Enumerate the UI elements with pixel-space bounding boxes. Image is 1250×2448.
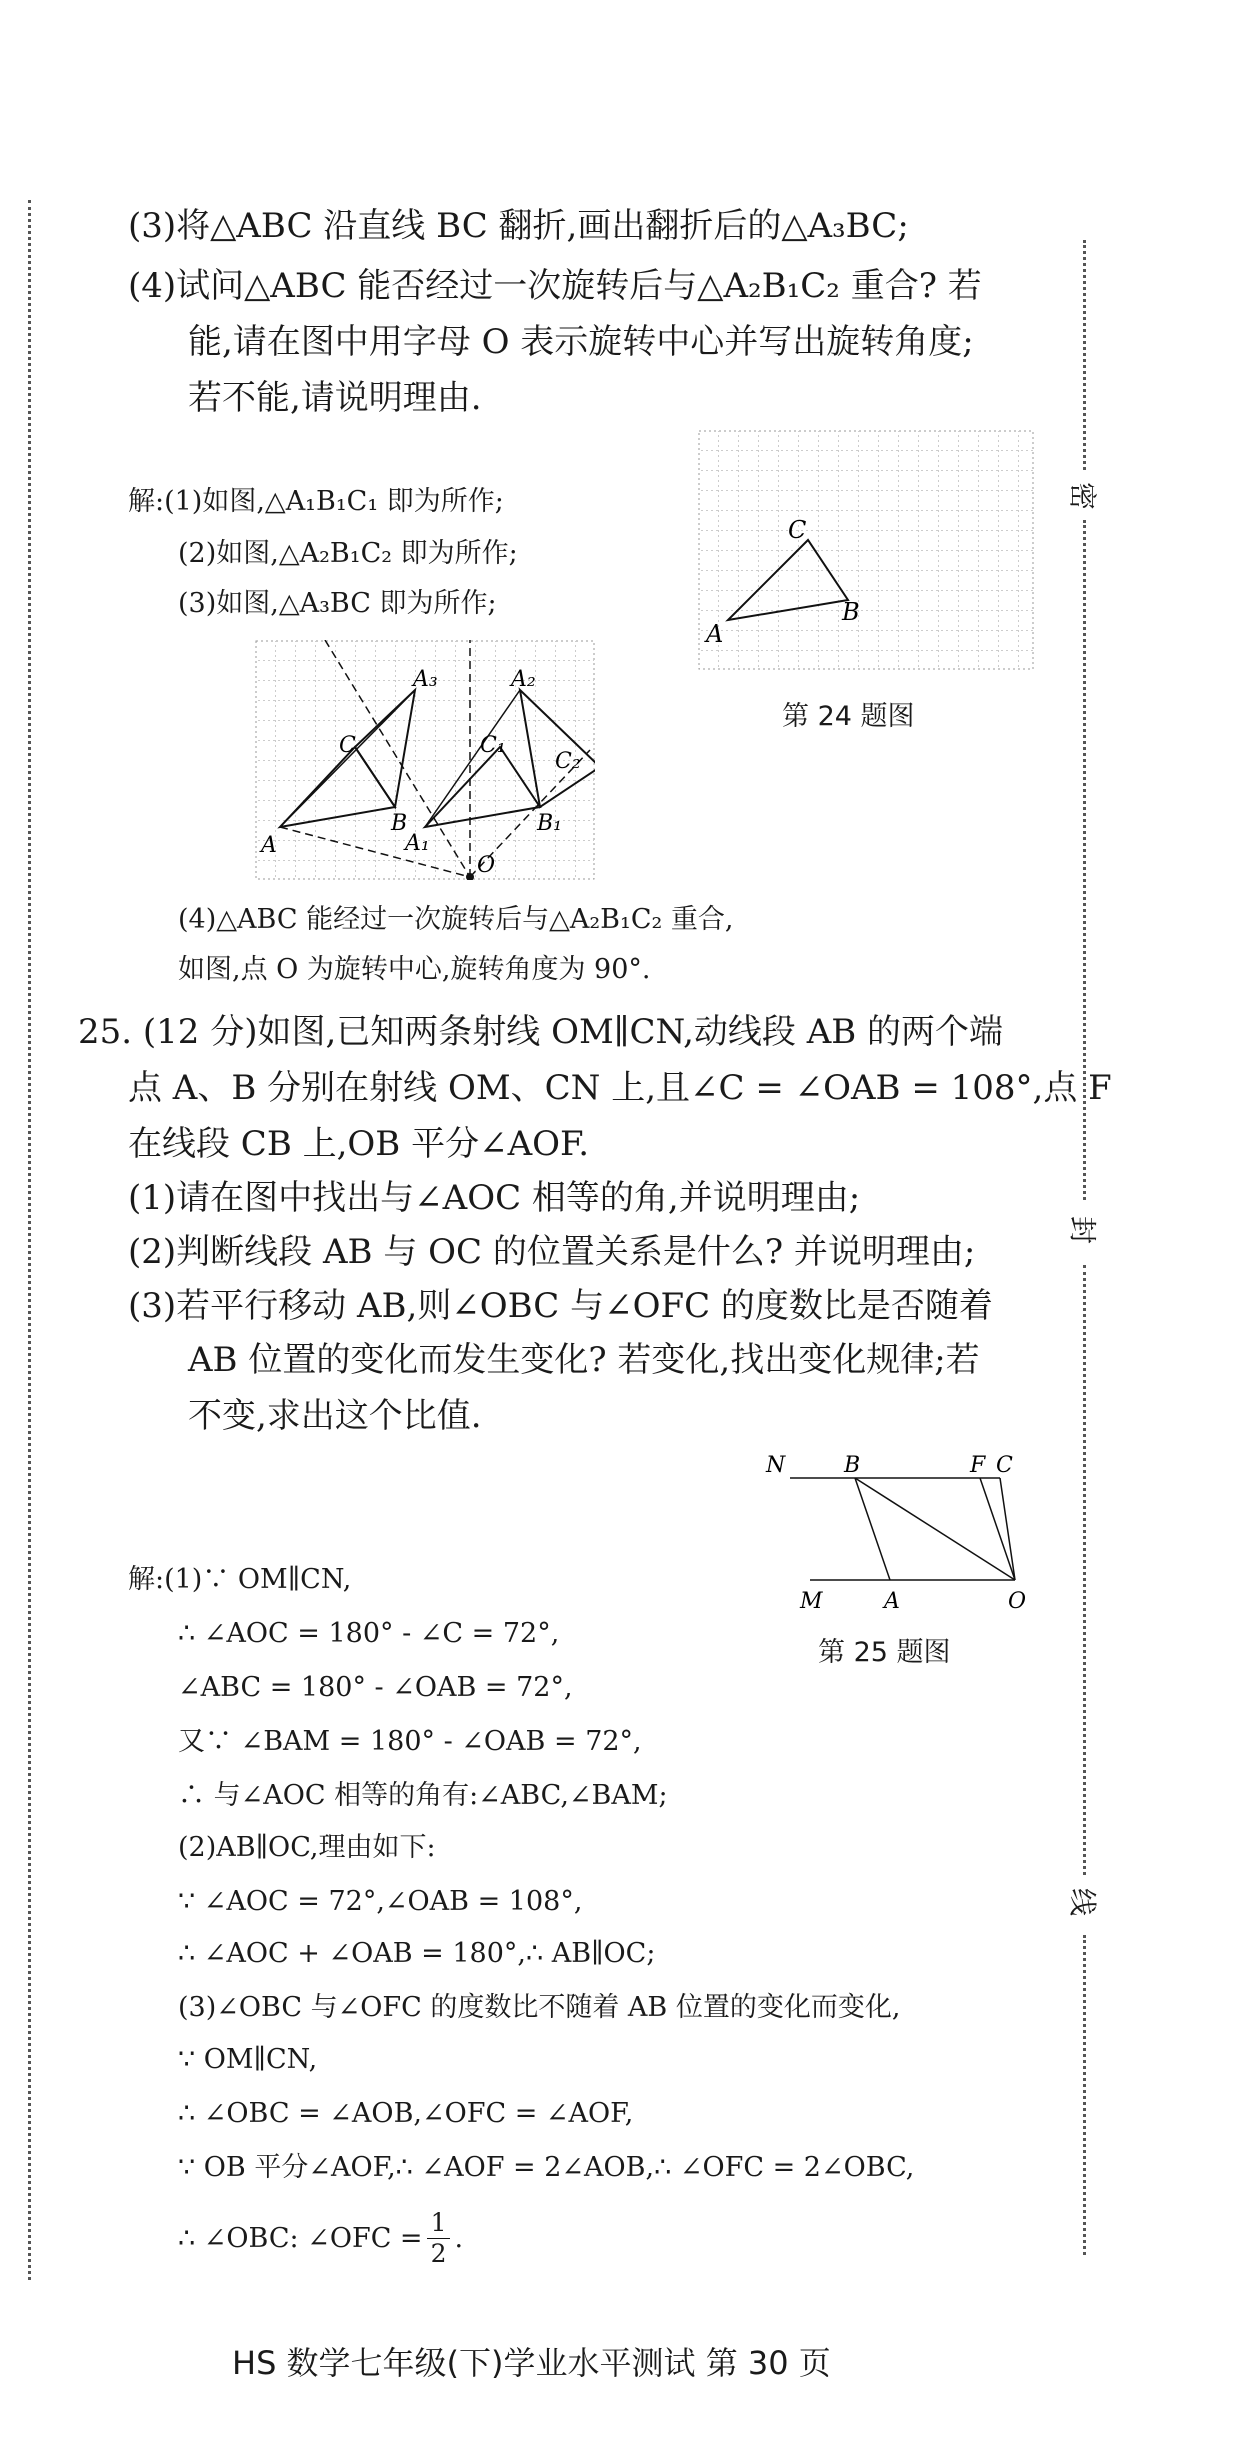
q24-item4-line1: (4)试问△ABC 能否经过一次旋转后与△A₂B₁C₂ 重合? 若 [128, 266, 982, 306]
sol-label-a1: A₁ [405, 831, 430, 856]
q25-part2: (2)判断线段 AB 与 OC 的位置关系是什么? 并说明理由; [128, 1232, 976, 1272]
sol-label-b: B [391, 811, 408, 836]
label-b: B [842, 598, 860, 626]
sol-label-a3: A₃ [413, 667, 438, 692]
q25-part3-line3: 不变,求出这个比值. [188, 1396, 482, 1436]
sol24-step1: 解:(1)如图,△A₁B₁C₁ 即为所作; [128, 486, 504, 517]
binding-line-left [28, 200, 31, 2280]
q24-item4-line3: 若不能,请说明理由. [188, 378, 482, 418]
grid-24 [699, 431, 1033, 669]
segment-oc [1000, 1478, 1015, 1580]
fig25-label-m: M [800, 1589, 823, 1614]
sol24-step2: (2)如图,△A₂B₁C₂ 即为所作; [178, 538, 518, 569]
sol-label-c: C [339, 733, 356, 758]
sol25-line8: ∴ ∠AOC + ∠OAB = 180°,∴ AB∥OC; [178, 1938, 656, 1969]
sol25-line2: ∴ ∠AOC = 180° - ∠C = 72°, [178, 1618, 560, 1649]
page-footer: HS 数学七年级(下)学业水平测试 第 30 页 [232, 2344, 831, 2382]
margin-char-mi: 密 [1066, 481, 1100, 511]
q24-item3: (3)将△ABC 沿直线 BC 翻折,画出翻折后的△A₃BC; [128, 206, 909, 246]
margin-char-xian: 线 [1066, 1887, 1100, 1917]
sol25-line1: 解:(1)∵ OM∥CN, [128, 1564, 352, 1595]
q25-part3-line1: (3)若平行移动 AB,则∠OBC 与∠OFC 的度数比是否随着 [128, 1286, 993, 1326]
sol25-line12: ∵ OB 平分∠AOF,∴ ∠AOF = 2∠AOB,∴ ∠OFC = 2∠OBC, [178, 2152, 915, 2183]
q25-part1: (1)请在图中找出与∠AOC 相等的角,并说明理由; [128, 1178, 861, 1218]
segment-of [980, 1478, 1015, 1580]
ratio-prefix: ∴ ∠OBC: ∠OFC = [178, 2222, 423, 2254]
sol25-line5: ∴ 与∠AOC 相等的角有:∠ABC,∠BAM; [178, 1780, 668, 1811]
segment-ob [855, 1478, 1015, 1580]
q25-line3: 在线段 CB 上,OB 平分∠AOF. [128, 1124, 590, 1164]
sol24-step4-line2: 如图,点 O 为旋转中心,旋转角度为 90°. [178, 954, 651, 985]
fig25-label-f: F [970, 1453, 986, 1478]
q25-part3-line2: AB 位置的变化而发生变化? 若变化,找出变化规律;若 [188, 1340, 980, 1380]
sol25-line10: ∵ OM∥CN, [178, 2044, 318, 2075]
sol25-line9: (3)∠OBC 与∠OFC 的度数比不随着 AB 位置的变化而变化, [178, 1992, 901, 2023]
fig25-label-b: B [844, 1453, 861, 1478]
ratio-suffix: . [454, 2222, 464, 2254]
sol-label-o: O [477, 853, 496, 878]
figure-24-solution [255, 640, 595, 880]
ratio-fraction [427, 2208, 451, 2269]
sol25-line6: (2)AB∥OC,理由如下: [178, 1832, 436, 1863]
binding-line-right-3 [1083, 1265, 1086, 1875]
sol25-line13 [178, 2208, 463, 2269]
figure-24 [698, 430, 1034, 670]
fig25-label-n: N [766, 1453, 786, 1478]
segment-ab [855, 1478, 890, 1580]
q24-item4-line2: 能,请在图中用字母 O 表示旋转中心并写出旋转角度; [188, 322, 974, 362]
sol-label-a2: A₂ [511, 667, 536, 692]
sol-label-a: A [261, 833, 277, 858]
margin-char-feng: 封 [1066, 1215, 1100, 1245]
fraction-numerator: 1 [427, 2208, 451, 2239]
fig25-label-a: A [884, 1589, 900, 1614]
sol24-step3: (3)如图,△A₃BC 即为所作; [178, 588, 497, 619]
sol-label-c2: C₂ [555, 749, 581, 774]
binding-line-right-1 [1083, 240, 1086, 470]
fig25-label-c: C [996, 1453, 1013, 1478]
sol24-step4-line1: (4)△ABC 能经过一次旋转后与△A₂B₁C₂ 重合, [178, 904, 734, 935]
figure-25-caption: 第 25 题图 [818, 1637, 951, 1668]
sol25-line7: ∵ ∠AOC = 72°,∠OAB = 108°, [178, 1886, 583, 1917]
q25-line2: 点 A、B 分别在射线 OM、CN 上,且∠C = ∠OAB = 108°,点 F [128, 1068, 1112, 1108]
figure-25 [760, 1448, 1050, 1620]
sol-label-b1: B₁ [537, 811, 562, 836]
figure-24-caption: 第 24 题图 [782, 701, 915, 732]
sol25-line3: ∠ABC = 180° - ∠OAB = 72°, [178, 1672, 573, 1703]
sol25-line11: ∴ ∠OBC = ∠AOB,∠OFC = ∠AOF, [178, 2098, 634, 2129]
label-c: C [788, 516, 807, 544]
q25-line1: 25. (12 分)如图,已知两条射线 OM∥CN,动线段 AB 的两个端 [78, 1012, 1004, 1052]
sol25-line4: 又∵ ∠BAM = 180° - ∠OAB = 72°, [178, 1726, 642, 1757]
fraction-denominator: 2 [430, 2239, 447, 2268]
label-a: A [706, 620, 724, 648]
fig25-label-o: O [1008, 1589, 1027, 1614]
binding-line-right-4 [1083, 1935, 1086, 2255]
sol-label-c1: C₁ [480, 733, 506, 758]
